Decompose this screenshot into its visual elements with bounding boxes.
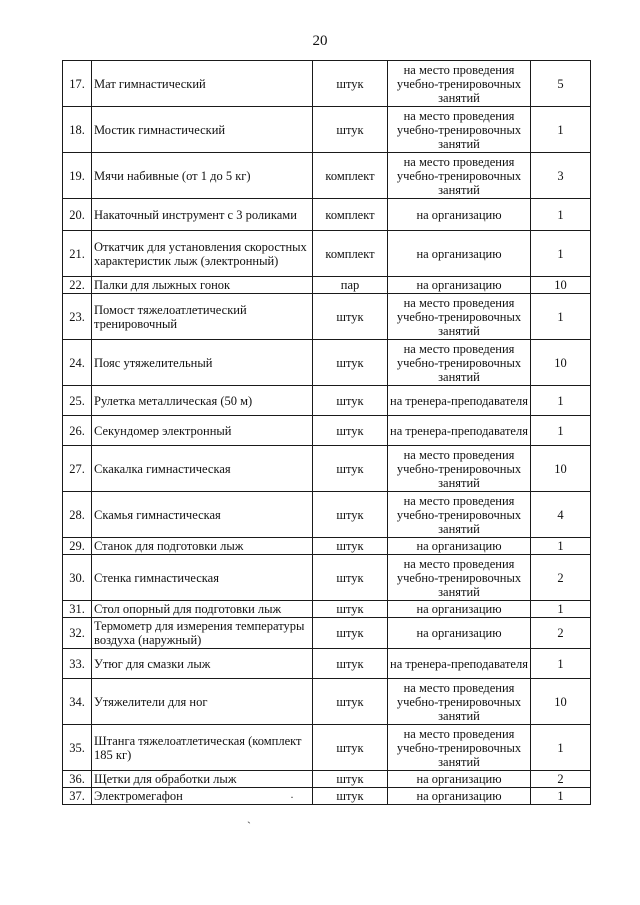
item-unit: штук (313, 61, 388, 107)
table-row (63, 788, 591, 805)
item-unit: комплект (313, 199, 388, 231)
row-number: 30. (63, 555, 92, 601)
row-number: 18. (63, 107, 92, 153)
table-row (63, 386, 591, 416)
item-destination: на место проведения учебно-тренировочных занятий (388, 61, 531, 107)
table-row (63, 199, 591, 231)
row-number: 20. (63, 199, 92, 231)
item-unit: штук (313, 555, 388, 601)
item-quantity: 1 (531, 725, 591, 771)
item-name: Скамья гимнастическая (92, 492, 313, 538)
item-quantity: 3 (531, 153, 591, 199)
row-number: 24. (63, 340, 92, 386)
item-destination: на тренера-преподавателя (388, 649, 531, 679)
row-number: 27. (63, 446, 92, 492)
table-row (63, 601, 591, 618)
item-unit: штук (313, 618, 388, 649)
item-name: Пояс утяжелительный (92, 340, 313, 386)
item-destination: на место проведения учебно-тренировочных занятий (388, 340, 531, 386)
item-quantity: 1 (531, 199, 591, 231)
table-row (63, 61, 591, 107)
row-number: 36. (63, 771, 92, 788)
table-row (63, 277, 591, 294)
item-unit: штук (313, 601, 388, 618)
item-destination: на тренера-преподавателя (388, 386, 531, 416)
item-unit: штук (313, 446, 388, 492)
table-row (63, 107, 591, 153)
item-destination: на организацию (388, 231, 531, 277)
table-row (63, 725, 591, 771)
equipment-table (62, 60, 591, 805)
item-unit: штук (313, 538, 388, 555)
item-quantity: 1 (531, 788, 591, 805)
page-number: 20 (312, 33, 328, 49)
item-destination: на место проведения учебно-тренировочных занятий (388, 153, 531, 199)
table-row (63, 771, 591, 788)
row-number: 33. (63, 649, 92, 679)
item-destination: на место проведения учебно-тренировочных занятий (388, 725, 531, 771)
item-name: Утюг для смазки лыж (92, 649, 313, 679)
item-unit: штук (313, 679, 388, 725)
item-unit: штук (313, 649, 388, 679)
table-row (63, 679, 591, 725)
item-name: Штанга тяжелоатлетическая (комплект 185 кг) (92, 725, 313, 771)
item-quantity: 1 (531, 107, 591, 153)
item-quantity: 10 (531, 277, 591, 294)
item-quantity: 4 (531, 492, 591, 538)
item-destination: на организацию (388, 788, 531, 805)
item-name: Щетки для обработки лыж (92, 771, 313, 788)
table-row (63, 649, 591, 679)
row-number: 22. (63, 277, 92, 294)
table-row (63, 618, 591, 649)
item-destination: на место проведения учебно-тренировочных занятий (388, 492, 531, 538)
row-number: 26. (63, 416, 92, 446)
item-destination: на организацию (388, 538, 531, 555)
item-destination: на организацию (388, 601, 531, 618)
item-unit: штук (313, 386, 388, 416)
item-quantity: 1 (531, 416, 591, 446)
item-unit: комплект (313, 231, 388, 277)
item-quantity: 2 (531, 771, 591, 788)
row-number: 37. (63, 788, 92, 805)
item-quantity: 5 (531, 61, 591, 107)
table-row (63, 153, 591, 199)
item-name: Откатчик для установления скоростных характеристик лыж (электронный) (92, 231, 313, 277)
item-unit: штук (313, 416, 388, 446)
table-row (63, 492, 591, 538)
table-row (63, 294, 591, 340)
item-destination: на организацию (388, 771, 531, 788)
row-number: 21. (63, 231, 92, 277)
item-quantity: 2 (531, 555, 591, 601)
row-number: 31. (63, 601, 92, 618)
table-row (63, 231, 591, 277)
row-number: 17. (63, 61, 92, 107)
item-name: Помост тяжелоатлетический тренировочный (92, 294, 313, 340)
table-row (63, 446, 591, 492)
table-row (63, 416, 591, 446)
row-number: 34. (63, 679, 92, 725)
row-number: 23. (63, 294, 92, 340)
item-unit: штук (313, 107, 388, 153)
row-number: 29. (63, 538, 92, 555)
item-destination: на организацию (388, 199, 531, 231)
item-unit: штук (313, 340, 388, 386)
table-row (63, 340, 591, 386)
item-destination: на организацию (388, 618, 531, 649)
item-quantity: 10 (531, 340, 591, 386)
item-unit: штук (313, 725, 388, 771)
item-name: Стол опорный для подготовки лыж (92, 601, 313, 618)
item-quantity: 10 (531, 446, 591, 492)
item-name: Палки для лыжных гонок (92, 277, 313, 294)
item-quantity: 1 (531, 649, 591, 679)
item-destination: на место проведения учебно-тренировочных занятий (388, 107, 531, 153)
item-quantity: 1 (531, 294, 591, 340)
item-destination: на место проведения учебно-тренировочных занятий (388, 294, 531, 340)
item-name: Скакалка гимнастическая (92, 446, 313, 492)
item-destination: на место проведения учебно-тренировочных занятий (388, 679, 531, 725)
item-quantity: 1 (531, 538, 591, 555)
item-quantity: 1 (531, 601, 591, 618)
stray-mark: · (290, 790, 294, 804)
item-destination: на место проведения учебно-тренировочных занятий (388, 446, 531, 492)
item-name: Мячи набивные (от 1 до 5 кг) (92, 153, 313, 199)
row-number: 35. (63, 725, 92, 771)
item-quantity: 1 (531, 386, 591, 416)
item-unit: штук (313, 492, 388, 538)
stray-mark: ˏ (247, 810, 251, 824)
table-row (63, 555, 591, 601)
item-unit: штук (313, 788, 388, 805)
item-name: Мостик гимнастический (92, 107, 313, 153)
item-name: Накаточный инструмент с 3 роликами (92, 199, 313, 231)
item-name: Рулетка металлическая (50 м) (92, 386, 313, 416)
item-destination: на организацию (388, 277, 531, 294)
item-name: Утяжелители для ног (92, 679, 313, 725)
equipment-table-body (63, 61, 591, 805)
item-quantity: 10 (531, 679, 591, 725)
item-name: Мат гимнастический (92, 61, 313, 107)
item-destination: на место проведения учебно-тренировочных занятий (388, 555, 531, 601)
row-number: 25. (63, 386, 92, 416)
item-destination: на тренера-преподавателя (388, 416, 531, 446)
item-quantity: 1 (531, 231, 591, 277)
row-number: 28. (63, 492, 92, 538)
item-unit: штук (313, 771, 388, 788)
row-number: 19. (63, 153, 92, 199)
item-unit: комплект (313, 153, 388, 199)
item-quantity: 2 (531, 618, 591, 649)
item-name: Стенка гимнастическая (92, 555, 313, 601)
item-name: Секундомер электронный (92, 416, 313, 446)
item-name: Электромегафон (92, 788, 313, 805)
item-unit: штук (313, 294, 388, 340)
item-name: Станок для подготовки лыж (92, 538, 313, 555)
row-number: 32. (63, 618, 92, 649)
table-row (63, 538, 591, 555)
item-unit: пар (313, 277, 388, 294)
item-name: Термометр для измерения температуры воздуха (наружный) (92, 618, 313, 649)
